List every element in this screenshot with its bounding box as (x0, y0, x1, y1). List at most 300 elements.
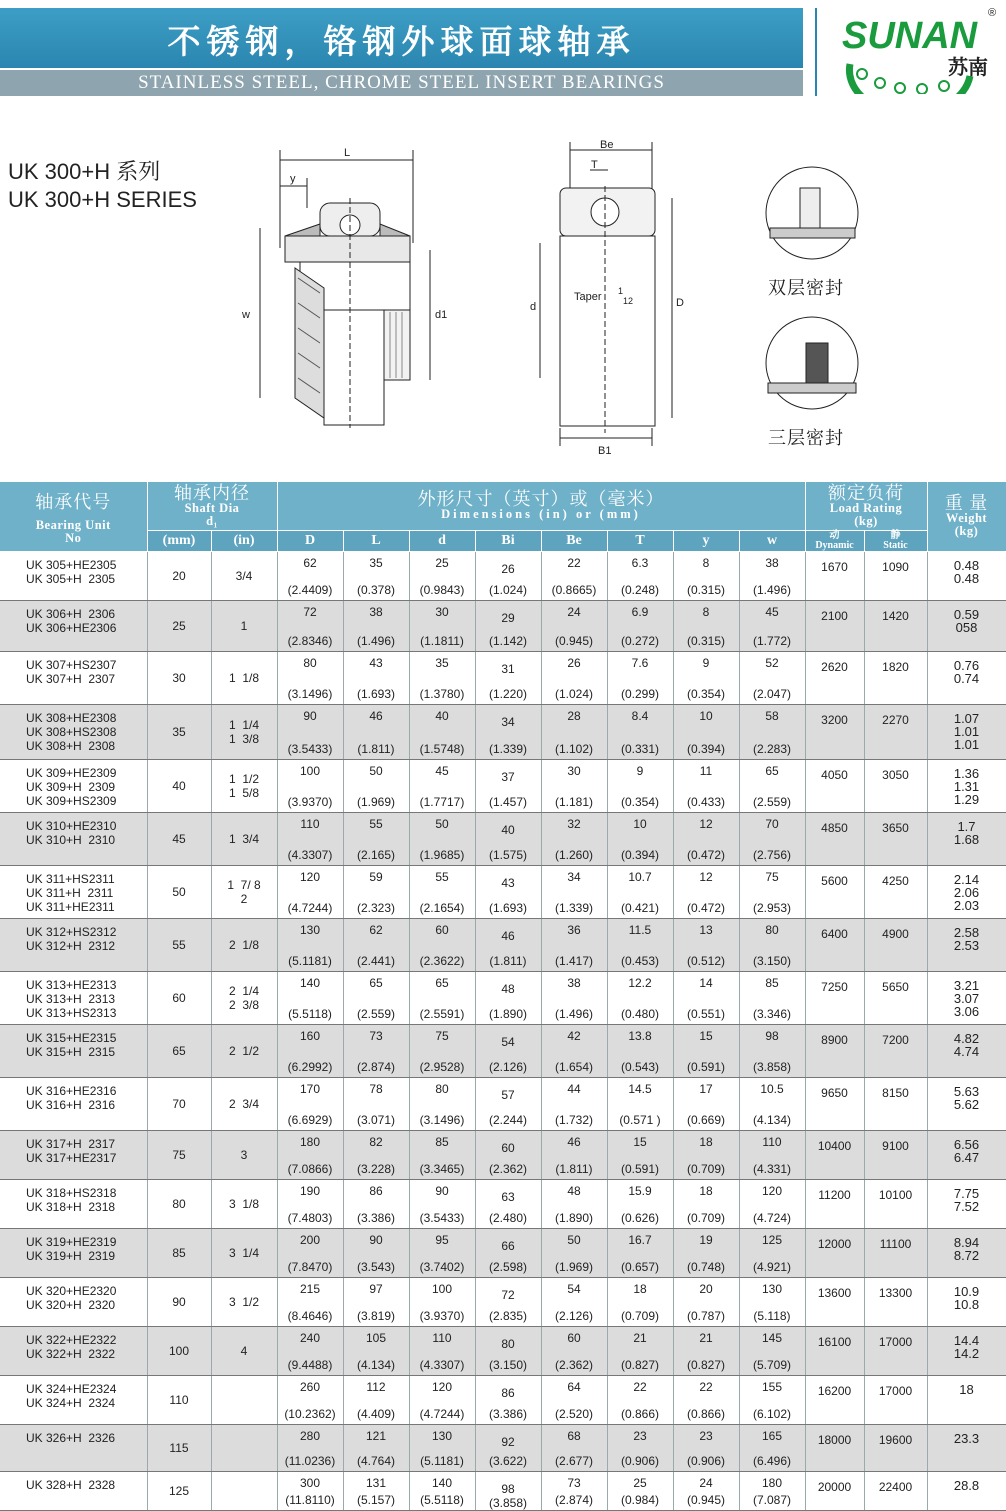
dim-bi (475, 1277, 541, 1326)
dim-d (409, 759, 475, 812)
dim-mm: 36 (567, 922, 581, 937)
dim-in: (0.354) (686, 686, 726, 701)
shaft-mm: 60 (147, 971, 211, 1024)
dim-in: (0.394) (620, 847, 660, 862)
load-static: 5650 (864, 971, 927, 1024)
dim-in: (0.394) (686, 741, 726, 756)
shaft-in: 1 1/4 1 3/8 (211, 704, 277, 759)
dim-w (739, 1375, 805, 1424)
dim-mm: 18 (699, 1183, 713, 1198)
shaft-in: 3/4 (211, 551, 277, 600)
shaft-mm: 55 (147, 918, 211, 971)
shaft-mm: 70 (147, 1077, 211, 1130)
dim-mm: 92 (501, 1434, 515, 1449)
dim-in: (3.386) (488, 1406, 528, 1421)
table-row (0, 759, 1006, 812)
dim-mm: 13.8 (628, 1028, 652, 1043)
dim-in: (0.866) (620, 1406, 660, 1421)
dim-mm: 180 (299, 1134, 321, 1149)
load-static: 11100 (864, 1228, 927, 1277)
dim-mm: 105 (365, 1330, 387, 1345)
bearing-no: UK 326+H 2326 (0, 1424, 147, 1471)
taper-label: Taper (574, 291, 602, 303)
dim-mm: 63 (501, 1189, 515, 1204)
dim-be (541, 1424, 607, 1471)
dim-t (607, 1077, 673, 1130)
dim-mm: 23 (699, 1428, 713, 1443)
weight: 8.94 8.72 (927, 1228, 1006, 1277)
dim-in: (3.543) (356, 1259, 396, 1274)
dim-mm: 15 (633, 1134, 647, 1149)
shaft-in: 2 1/8 (211, 918, 277, 971)
shaft-mm: 65 (147, 1024, 211, 1077)
dim-in: (0.8665) (551, 582, 597, 597)
dim-in: (1.811) (555, 1161, 593, 1176)
dim-mm: 62 (303, 555, 317, 570)
dim-mm: 22 (633, 1379, 647, 1394)
dim-in: (0.315) (686, 633, 726, 648)
table-row (0, 918, 1006, 971)
load-dynamic: 8900 (805, 1024, 864, 1077)
dim-in: (0.331) (620, 741, 660, 756)
dim-in: (3.3465) (419, 1161, 465, 1176)
load-dynamic: 18000 (805, 1424, 864, 1471)
dim-in: (2.3622) (419, 953, 465, 968)
dim-mm: 46 (369, 708, 383, 723)
dim-mm: 280 (299, 1428, 321, 1443)
dim-in: (2.047) (752, 686, 792, 701)
bearing-no: UK 312+HS2312 UK 312+H 2312 (0, 918, 147, 971)
dim-be (541, 1130, 607, 1179)
dim-mm: 44 (567, 1081, 581, 1096)
dim-d (277, 1179, 343, 1228)
dim-in: (0.421) (620, 900, 660, 915)
dim-t (607, 971, 673, 1024)
dim-d (409, 865, 475, 918)
dim-mm: 90 (369, 1232, 383, 1247)
dim-mm: 62 (369, 922, 383, 937)
dim-mm: 58 (765, 708, 779, 723)
load-dynamic: 13600 (805, 1277, 864, 1326)
col-shaft-dia: 轴承内径 Shaft Dia d₁ (147, 482, 277, 530)
dim-be (541, 971, 607, 1024)
dim-d (277, 918, 343, 971)
dim-l (343, 865, 409, 918)
dim-mm: 25 (435, 555, 449, 570)
table-row (0, 551, 1006, 600)
dim-in: (3.622) (488, 1453, 528, 1468)
dim-mm: 110 (300, 816, 320, 831)
dim-bi (475, 865, 541, 918)
dim-in: (1.220) (488, 686, 528, 701)
dim-mm: 75 (435, 1028, 449, 1043)
dim-be (541, 1326, 607, 1375)
dim-be (541, 918, 607, 971)
dim-bi (475, 1375, 541, 1424)
brand-wordmark: SUNAN (842, 15, 978, 57)
dim-mm: 100 (431, 1281, 453, 1296)
dim-w (739, 1228, 805, 1277)
dim-in: (0.378) (356, 582, 396, 597)
dim-mm: 7.6 (631, 655, 649, 670)
col-Be: Be (541, 530, 607, 551)
dim-mm: 72 (303, 604, 317, 619)
dim-d (409, 918, 475, 971)
dim-in: (0.433) (686, 794, 726, 809)
load-dynamic: 9650 (805, 1077, 864, 1130)
dim-mm: 55 (369, 816, 383, 831)
dim-w (739, 1471, 805, 1510)
dim-mm: 120 (431, 1379, 453, 1394)
dim-mm: 59 (369, 869, 383, 884)
dim-in: (1.772) (752, 633, 792, 648)
dim-w (739, 1326, 805, 1375)
col-static: 静 Static (864, 530, 927, 551)
shaft-mm: 40 (147, 759, 211, 812)
dim-d (277, 1277, 343, 1326)
dim-in: (0.945) (554, 633, 594, 648)
dim-in: (1.575) (488, 847, 528, 862)
dim-mm: 8 (702, 555, 710, 570)
dim-t (607, 1228, 673, 1277)
dim-in: (1.7717) (419, 794, 465, 809)
weight: 18 (927, 1375, 1006, 1424)
bearing-no: UK 322+HE2322 UK 322+H 2322 (0, 1326, 147, 1375)
dim-y (673, 1375, 739, 1424)
weight: 1.36 1.31 1.29 (927, 759, 1006, 812)
dim-mm: 66 (501, 1238, 515, 1253)
dim-in: (5.1181) (288, 953, 332, 968)
dim-d (277, 1077, 343, 1130)
bearing-no: UK 324+HE2324 UK 324+H 2324 (0, 1375, 147, 1424)
dim-mm: 46 (567, 1134, 581, 1149)
dim-w (739, 865, 805, 918)
dim-mm: 86 (369, 1183, 383, 1198)
dim-mm: 121 (365, 1428, 387, 1443)
dim-in: (3.150) (752, 953, 792, 968)
dim-mm: 80 (303, 655, 317, 670)
dim-mm: 22 (567, 555, 581, 570)
dim-d (277, 1130, 343, 1179)
shaft-in: 3 1/2 (211, 1277, 277, 1326)
shaft-mm: 100 (147, 1326, 211, 1375)
dim-mm: 131 (365, 1475, 387, 1490)
shaft-in: 1 1/2 1 5/8 (211, 759, 277, 812)
dim-mm: 82 (369, 1134, 383, 1149)
load-static: 3650 (864, 812, 927, 865)
dim-mm: 30 (435, 604, 449, 619)
dim-in: (0.906) (686, 1453, 726, 1468)
load-static: 7200 (864, 1024, 927, 1077)
dim-mm: 100 (299, 763, 321, 778)
dim-l (343, 1024, 409, 1077)
load-dynamic: 4850 (805, 812, 864, 865)
dim-mm: 165 (761, 1428, 783, 1443)
dim-mm: 24 (699, 1475, 713, 1490)
dim-w (739, 1277, 805, 1326)
dim-w (739, 600, 805, 651)
dim-t (607, 704, 673, 759)
dim-be (541, 759, 607, 812)
dim-mm: 38 (765, 555, 779, 570)
dim-in: (4.724) (752, 1210, 792, 1225)
col-weight: 重 量 Weight (kg) (927, 482, 1006, 551)
bearing-no: UK 305+HE2305 UK 305+H 2305 (0, 551, 147, 600)
dim-l (343, 1326, 409, 1375)
dim-mm: 30 (567, 763, 581, 778)
dim-d (277, 551, 343, 600)
dim-in: (4.7244) (419, 1406, 465, 1421)
dim-y (673, 1277, 739, 1326)
dim-in: (7.4803) (287, 1210, 333, 1225)
dim-mm: 73 (567, 1475, 581, 1490)
page-title: 不锈钢，铬钢外球面球轴承 (167, 22, 636, 61)
weight: 23.3 (927, 1424, 1006, 1471)
dim-bi (475, 1179, 541, 1228)
dim-l (343, 759, 409, 812)
dim-y (673, 865, 739, 918)
dim-d (409, 551, 475, 600)
col-T: T (607, 530, 673, 551)
dim-t (607, 551, 673, 600)
dim-in: (3.228) (356, 1161, 396, 1176)
dim-mm: 50 (369, 763, 383, 778)
dim-mm: 11.5 (628, 922, 652, 937)
shaft-mm: 75 (147, 1130, 211, 1179)
dim-mm: 55 (435, 869, 449, 884)
dim-in: (0.591) (620, 1161, 660, 1176)
series-title-cn: UK 300+H 系列 (8, 159, 161, 184)
dim-mm: 29 (501, 610, 515, 625)
dim-mm: 300 (299, 1475, 321, 1490)
dim-t (607, 600, 673, 651)
load-static: 4900 (864, 918, 927, 971)
bearing-no: UK 311+HS2311 UK 311+H 2311 UK 311+HE2311 (0, 865, 147, 918)
dim-d (409, 600, 475, 651)
dim-mm: 98 (501, 1481, 515, 1496)
dim-mm: 17 (699, 1081, 713, 1096)
dim-mm: 32 (567, 816, 581, 831)
dim-d (409, 1471, 475, 1510)
dim-mm: 16.7 (628, 1232, 652, 1247)
dim-bi (475, 600, 541, 651)
dim-mm: 24 (567, 604, 581, 619)
dim-bi (475, 1228, 541, 1277)
dim-in: (2.677) (554, 1453, 594, 1468)
dim-be (541, 1077, 607, 1130)
dim-L: L (344, 147, 351, 159)
dim-t (607, 1424, 673, 1471)
dim-mm: 31 (501, 661, 515, 676)
dim-in: (2.126) (488, 1059, 528, 1074)
load-dynamic: 16200 (805, 1375, 864, 1424)
dim-d (409, 971, 475, 1024)
weight: 7.75 7.52 (927, 1179, 1006, 1228)
dim-in: (3.9370) (419, 1308, 465, 1323)
dim-in: (3.071) (356, 1112, 396, 1127)
dim-w (739, 759, 805, 812)
shaft-in: 2 3/4 (211, 1077, 277, 1130)
dim-mm: 26 (567, 655, 581, 670)
shaft-mm: 110 (147, 1375, 211, 1424)
dim-mm: 26 (501, 561, 515, 576)
shaft-mm: 30 (147, 651, 211, 704)
bearing-no: UK 328+H 2328 (0, 1471, 147, 1510)
dim-be (541, 1375, 607, 1424)
dim-in: (6.496) (752, 1453, 792, 1468)
bearing-no: UK 320+HE2320 UK 320+H 2320 (0, 1277, 147, 1326)
dim-be (541, 651, 607, 704)
weight: 14.4 14.2 (927, 1326, 1006, 1375)
weight: 2.14 2.06 2.03 (927, 865, 1006, 918)
dim-in: (3.9370) (287, 794, 333, 809)
dim-in: (3.1496) (419, 1112, 465, 1127)
weight: 5.63 5.62 (927, 1077, 1006, 1130)
dim-be (541, 551, 607, 600)
load-dynamic: 5600 (805, 865, 864, 918)
shaft-mm: 125 (147, 1471, 211, 1510)
load-static: 3050 (864, 759, 927, 812)
dim-l (343, 1130, 409, 1179)
dim-mm: 21 (633, 1330, 647, 1345)
dim-in: (3.150) (488, 1357, 528, 1372)
dim-w: w (242, 309, 250, 321)
dim-t (607, 918, 673, 971)
brand-chinese: 苏南 (948, 55, 988, 79)
dim-in: (0.9843) (419, 582, 465, 597)
dim-in: (2.8346) (287, 633, 333, 648)
col-Bi: Bi (475, 530, 541, 551)
dim-in: (1.693) (356, 686, 396, 701)
dim-be (541, 812, 607, 865)
dim-in: (1.9685) (419, 847, 465, 862)
weight: 10.9 10.8 (927, 1277, 1006, 1326)
shaft-in: 1 (211, 600, 277, 651)
dim-mm: 65 (765, 763, 779, 778)
dim-mm: 6.3 (631, 555, 649, 570)
dim-mm: 112 (366, 1379, 386, 1394)
col-L: L (343, 530, 409, 551)
dim-w (739, 551, 805, 600)
dim-mm: 85 (435, 1134, 449, 1149)
dim-in: (3.7402) (419, 1259, 465, 1274)
shaft-mm: 80 (147, 1179, 211, 1228)
dim-in: (0.669) (686, 1112, 726, 1127)
weight: 6.56 6.47 (927, 1130, 1006, 1179)
dim-be (541, 600, 607, 651)
dim-d (277, 865, 343, 918)
dim-mm: 12 (699, 869, 713, 884)
dim-mm: 97 (369, 1281, 383, 1296)
dim-mm: 200 (299, 1232, 321, 1247)
dim-mm: 125 (761, 1232, 783, 1247)
table-row (0, 1024, 1006, 1077)
sunan-logo (840, 4, 1000, 94)
dim-in: (1.496) (356, 633, 396, 648)
dim-y (673, 551, 739, 600)
triple-seal-detail (766, 317, 858, 409)
dim-mm: 10.5 (760, 1081, 784, 1096)
dim-in: (2.598) (488, 1259, 528, 1274)
dim-in: (2.283) (752, 741, 792, 756)
dim-mm: 10 (633, 816, 647, 831)
col-bearing-no: 轴承代号 Bearing Unit No (0, 482, 147, 551)
dim-in: (1.417) (554, 953, 594, 968)
shaft-mm: 45 (147, 812, 211, 865)
load-dynamic: 20000 (805, 1471, 864, 1510)
load-dynamic: 12000 (805, 1228, 864, 1277)
shaft-in: 3 (211, 1130, 277, 1179)
dim-in: (3.858) (752, 1059, 792, 1074)
dim-in: (6.2992) (287, 1059, 333, 1074)
dim-in: (5.5118) (420, 1492, 464, 1507)
dim-in: (1.339) (488, 741, 528, 756)
dim-be (541, 1471, 607, 1510)
dim-mm: 60 (435, 922, 449, 937)
dim-mm: 46 (501, 928, 515, 943)
weight: 4.82 4.74 (927, 1024, 1006, 1077)
dim-d (277, 1375, 343, 1424)
dim-y (673, 704, 739, 759)
double-seal-label: 双层密封 (768, 278, 844, 299)
dim-d (277, 704, 343, 759)
bearing-no: UK 315+HE2315 UK 315+H 2315 (0, 1024, 147, 1077)
dim-mm: 68 (567, 1428, 581, 1443)
dim-B1: B1 (598, 445, 612, 457)
col-y: y (673, 530, 739, 551)
dim-mm: 15.9 (628, 1183, 652, 1198)
dim-in: (0.657) (620, 1259, 660, 1274)
dim-in: (7.087) (752, 1492, 792, 1507)
col-dynamic: 动 Dynamic (805, 530, 864, 551)
dim-D: D (676, 297, 684, 309)
dim-y (673, 1179, 739, 1228)
shaft-in: 2 1/2 (211, 1024, 277, 1077)
dim-y (673, 812, 739, 865)
load-static: 4250 (864, 865, 927, 918)
dim-in: (0.591) (686, 1059, 726, 1074)
dim-t (607, 865, 673, 918)
dim-y (673, 971, 739, 1024)
table-row (0, 1326, 1006, 1375)
load-static: 9100 (864, 1130, 927, 1179)
dim-mm: 57 (501, 1087, 515, 1102)
dim-in: (2.323) (356, 900, 396, 915)
dim-be (541, 704, 607, 759)
load-dynamic: 2100 (805, 600, 864, 651)
dim-be (541, 1179, 607, 1228)
dim-in: (2.874) (554, 1492, 594, 1507)
dim-d (277, 1471, 343, 1510)
dim-d (409, 651, 475, 704)
shaft-mm: 115 (147, 1424, 211, 1471)
dim-t (607, 812, 673, 865)
dim-mm: 54 (501, 1034, 515, 1049)
dim-in: (0.984) (620, 1492, 660, 1507)
dim-mm: 180 (761, 1475, 783, 1490)
bearing-no: UK 319+HE2319 UK 319+H 2319 (0, 1228, 147, 1277)
dim-in: (0.453) (620, 953, 660, 968)
dim-y (673, 759, 739, 812)
bearing-no: UK 313+HE2313 UK 313+H 2313 UK 313+HS2313 (0, 971, 147, 1024)
dim-mm: 98 (765, 1028, 779, 1043)
dim-in: (1.339) (554, 900, 594, 915)
dim-in: (6.6929) (287, 1112, 333, 1127)
dim-bi (475, 651, 541, 704)
load-static: 1420 (864, 600, 927, 651)
bearing-no: UK 310+HE2310 UK 310+H 2310 (0, 812, 147, 865)
dim-in: (0.543) (620, 1059, 660, 1074)
